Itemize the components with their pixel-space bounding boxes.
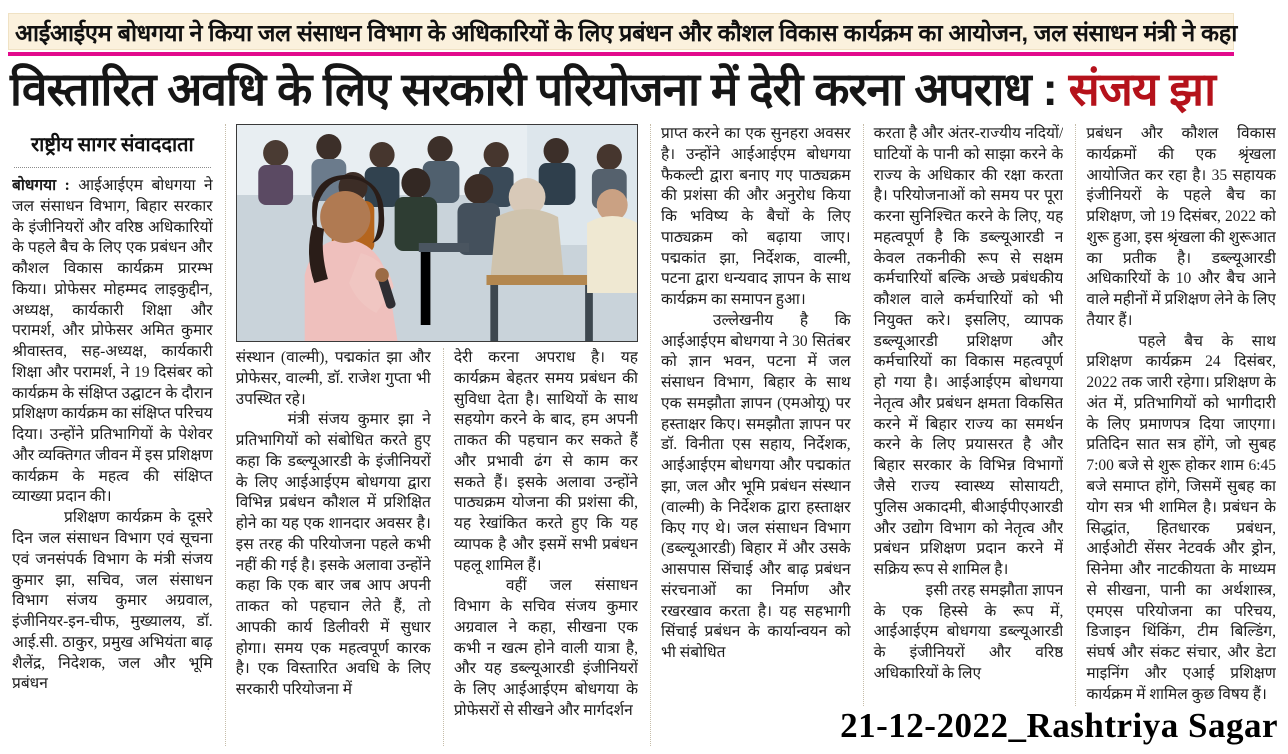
article-column-3 bbox=[443, 348, 638, 746]
dateline: बोधगया : bbox=[12, 177, 70, 194]
classroom-photo bbox=[236, 124, 638, 342]
article-column-5 bbox=[863, 124, 1064, 746]
paragraph: इसी तरह समझौता ज्ञापन के एक हिस्से के रूप में, आईआईएम बोधगया डब्ल्यूआरडी के इंजीनियरों और वरिष्ठ अधिकारियों के लिए bbox=[873, 581, 1064, 682]
classroom-photo-illustration bbox=[237, 125, 637, 341]
main-headline bbox=[10, 58, 1280, 120]
paragraph: प्रबंधन और कौशल विकास कार्यक्रमों की एक श्रृंखला आयोजित कर रहा है। 35 सहायक इंजीनियरों के पहले बैच का प्रशिक्षण, जो 19 दिसंबर, 2022 को शुरू हुआ, इस श्रृंखला की शुरूआत का प्रतीक है। डब्ल्यूआरडी अधिकारियों के 10 और बैच आने वाले महीनों में प्रशिक्षण लेने के लिए तैयार हैं। bbox=[1086, 125, 1276, 329]
article-column-2 bbox=[236, 348, 431, 746]
byline: राष्ट्रीय सागर संवाददाता bbox=[14, 124, 211, 168]
kicker-text: आईआईएम बोधगया ने किया जल संसाधन विभाग के अधिकारियों के लिए प्रबंधन और कौशल विकास कार्यक्रम का आयोजन, जल संसाधन मंत्री ने कहा bbox=[15, 19, 1238, 46]
article-column-4 bbox=[650, 124, 851, 746]
paragraph: प्राप्त करने का एक सुनहरा अवसर है। उन्होंने आईआईएम बोधगया फैकल्टी द्वारा बनाए गए पाठ्यक्रम की प्रशंसा की और अनुरोध किया कि भविष्य के बैचों के लिए पाठ्यक्रम को बढ़ाया जाए। पद्मकांत झा, निर्देशक, वाल्मी, पटना द्वारा धन्यवाद ज्ञापन के साथ कार्यक्रम का समापन हुआ। bbox=[661, 125, 851, 309]
paragraph: देरी करना अपराध है। यह कार्यक्रम बेहतर समय प्रबंधन की सुविधा देता है। साथियों के साथ सहयोग करने के बाद, हम अपनी ताकत की पहचान कर सकते हैं और प्रभावी ढंग से काम कर सकते हैं। इसके अलावा उन्होंने पाठ्यक्रम योजना की प्रशंसा की, यह रेखांकित करते हुए कि यह व्यापक है और इसमें सभी प्रबंधन पहलू शामिल हैं। bbox=[453, 349, 638, 574]
paragraph: करता है और अंतर-राज्यीय नदियों/घाटियों के पानी को साझा करने के राज्य के अधिकार की रक्षा करता है। परियोजनाओं को समय पर पूरा करना सुनिश्चित करने के लिए, यह महत्वपूर्ण है कि डब्ल्यूआरडी न केवल तकनीकी रूप से सक्षम कर्मचारियों बल्कि अच्छे प्रबंधकीय कौशल वाले कर्मचारियों को भी नियुक्त करे। इसलिए, व्यापक डब्ल्यूआरडी प्रशिक्षण और कर्मचारियों का विकास महत्वपूर्ण हो गया है। आईआईएम बोधगया नेतृत्व और प्रबंधन क्षमता विकसित करने में बिहार राज्य का समर्थन करने के लिए प्रयासरत है और बिहार सरकार के विभिन्न विभागों जैसे राज्य स्वास्थ्य सोसायटी, पुलिस अकादमी, बीआईपीएआरडी और उद्योग विभाग को नेतृत्व और प्रबंधन प्रशिक्षण प्रदान करने में सक्रिय रूप से शामिल है। bbox=[873, 125, 1064, 579]
paragraph: वहीं जल संसाधन विभाग के सचिव संजय कुमार अग्रवाल ने कहा, सीखना एक कभी न खत्म होने वाली यात्रा है, और यह डब्ल्यूआरडी इंजीनियरों के लिए आईआईएम बोधगया के प्रोफेसरों से सीखने और मार्गदर्शन bbox=[453, 577, 638, 720]
paragraph: प्रशिक्षण कार्यक्रम के दूसरे दिन जल संसाधन विभाग एवं सूचना एवं जनसंपर्क विभाग के मंत्री संजय कुमार झा, सचिव, जल संसाधन विभाग संजय कुमार अग्रवाल, इंजीनियर-इन-चीफ, मुख्यालय, डॉ. आई.सी. ठाकुर, प्रमुख अभियंता बाढ़ शैलेंद्र, निदेशक, जल और भूमि प्रबंधन bbox=[12, 509, 213, 693]
magenta-divider bbox=[8, 52, 1234, 56]
paragraph: उल्लेखनीय है कि आईआईएम बोधगया ने 30 सितंबर को ज्ञान भवन, पटना में जल संसाधन विभाग, बिहार के साथ एक समझौता ज्ञापन (एमओयू) पर हस्ताक्षर किए। समझौता ज्ञापन पर डॉ. विनीता एस सहाय, निर्देशक, आईआईएम बोधगया और पद्मकांत झा, जल और भूमि प्रबंधन संस्थान (वाल्मी) के निर्देशक द्वारा हस्ताक्षर किए गए थे। जल संसाधन विभाग (डब्ल्यूआरडी) बिहार में और उसके आसपास सिंचाई और बाढ़ प्रबंधन संरचनाओं का निर्माण और रखरखाव करता है। यह सहभागी सिंचाई प्रबंधन के कार्यान्वयन को भी संबोधित bbox=[661, 311, 851, 662]
photo-columns bbox=[236, 348, 638, 746]
clipping-date-label: 21-12-2022_Rashtriya Sagar bbox=[826, 706, 1278, 746]
photo-and-columns bbox=[225, 124, 638, 746]
paragraph: संस्थान (वाल्मी), पद्मकांत झा और प्रोफेसर, वाल्मी, डॉ. राजेश गुप्ता भी उपस्थित रहे। bbox=[235, 349, 431, 408]
paragraph: बोधगया : आईआईएम बोधगया ने जल संसाधन विभाग, बिहार सरकार के इंजीनियरों और वरिष्ठ अधिकारियों के पहले बैच के लिए एक प्रबंधन और कौशल विकास कार्यक्रम प्रारम्भ किया। प्रोफेसर मोहम्मद लाइकुद्दीन, अध्यक्ष, कार्यकारी शिक्षा और परामर्श, और प्रोफेसर अमित कुमार श्रीवास्तव, सह-अध्यक्ष, कार्यकारी शिक्षा और परामर्श, ने 19 दिसंबर को कार्यक्रम के संक्षिप्त उद्घाटन के दौरान प्रशिक्षण कार्यक्रम का संक्षिप्त परिचय दिया। उन्होंने प्रतिभागियों के पेशेवर और व्यक्तिगत जीवन में इस प्रशिक्षण कार्यक्रम के महत्व की संक्षिप्त व्याख्या प्रदान की। bbox=[12, 177, 213, 506]
article-column-6 bbox=[1075, 124, 1276, 746]
paragraph: मंत्री संजय कुमार झा ने प्रतिभागियों को संबोधित करते हुए कहा कि डब्ल्यूआरडी के इंजीनियरों के लिए आईआईएम बोधगया द्वारा विभिन्न प्रबंधन कौशल में प्रशिक्षित होने का यह एक शानदार अवसर है। इस तरह की परियोजना पहले कभी नहीं की गई है। इसके अलावा उन्होंने कहा कि एक बार जब आप अपनी ताकत को पहचान लेते हैं, तो आपकी कार्य डिलीवरी में सुधार होगा। समय एक महत्वपूर्ण कारक है। एक विस्तारित अवधि के लिए सरकारी परियोजना में bbox=[235, 411, 431, 699]
headline-black-text: विस्तारित अवधि के लिए सरकारी परियोजना में देरी करना अपराध : bbox=[10, 63, 1069, 115]
kicker-strip bbox=[8, 13, 1238, 50]
headline-red-text: संजय झा bbox=[1068, 63, 1215, 115]
paragraph: पहले बैच के साथ प्रशिक्षण कार्यक्रम 24 दिसंबर, 2022 तक जारी रहेगा। प्रशिक्षण के अंत में, प्रतिभागियों को भागीदारी के लिए प्रमाणपत्र दिया जाएगा। प्रतिदिन सात सत्र होंगे, जो सुबह 7:00 बजे से शुरू होकर शाम 6:45 बजे समाप्त होंगे, जिसमें सुबह का योग सत्र भी शामिल है। प्रबंधन के सिद्धांत, हितधारक प्रबंधन, आईओटी सेंसर नेटवर्क और ड्रोन, सिनेमा और नाटकीयता के माध्यम से सीखना, पानी का अर्थशास्त्र, एमएस परियोजना का परिचय, डिजाइन थिंकिंग, टीम बिल्डिंग, संघर्ष और संकट संचार, और डेटा माइनिंग और एआई प्रशिक्षण कार्यक्रम में शामिल कुछ विषय हैं। bbox=[1086, 332, 1276, 703]
article-column-1 bbox=[12, 124, 213, 746]
article-body bbox=[12, 124, 1276, 746]
